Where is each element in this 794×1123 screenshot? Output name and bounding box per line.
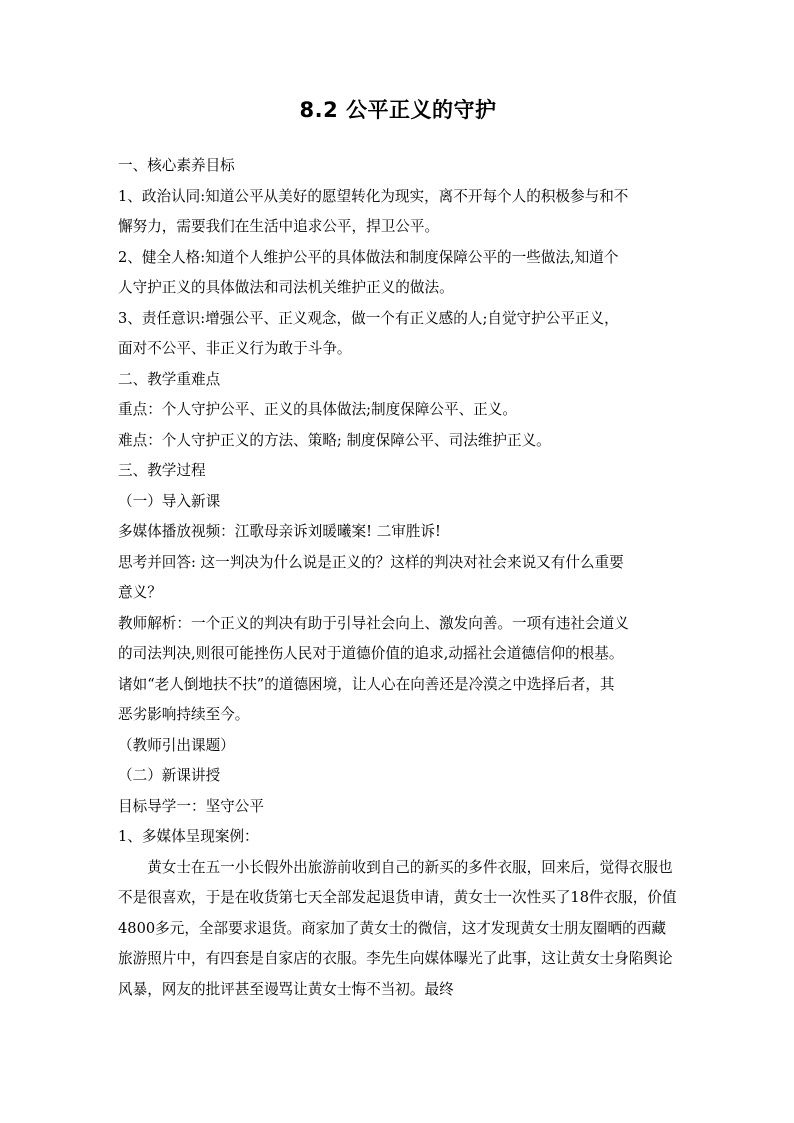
- text-line: 重点：个人守护公平、正义的具体做法;制度保障公平、正义。: [118, 401, 517, 418]
- document-title: 8.2 公平正义的守护: [299, 98, 497, 122]
- subsection-heading: （一）导入新课: [118, 492, 221, 510]
- section-heading: 三、教学过程: [118, 462, 206, 479]
- subsection-heading: （二）新课讲授: [118, 767, 221, 784]
- text-line: 面对不公平、非正义行为敢于斗争。: [118, 340, 352, 357]
- text-line: 人守护正义的具体做法和司法机关维护正义的做法。: [118, 279, 454, 296]
- case-paragraph: 黄女士在五一小长假外出旅游前收到自己的新买的多件衣服，回来后，觉得衣服也不是很喜欢，于是在收货第七天全部发起退货申请，黄女士一次性买了18件衣服，价值4800多元，全部要求退货。商家加了黄女士的微信，这才发现黄女士朋友圈晒的西藏旅游照片中，有四套是自家店的衣服。李先生向媒体曝光了此事，这让黄女士身陷舆论风暴，网友的批评甚至谩骂让黄女士悔不当初。最终: [118, 858, 677, 998]
- text-line: 多媒体播放视频：江歌母亲诉刘暖曦案! 二审胜诉!: [118, 523, 441, 540]
- text-line: 1、政治认同:知道公平从美好的愿望转化为现实，离不开每个人的积极参与和不: [118, 187, 629, 205]
- text-line: 懈努力，需要我们在生活中追求公平，捍卫公平。: [118, 218, 440, 235]
- text-line: 意义？: [118, 584, 162, 601]
- text-line: 2、健全人格:知道个人维护公平的具体做法和制度保障公平的一些做法,知道个: [118, 248, 619, 266]
- text-line: 难点：个人守护正义的方法、策略; 制度保障公平、司法维护正义。: [118, 431, 551, 449]
- text-line: 诸如“老人倒地扶不扶”的道德困境，让人心在向善还是冷漠之中选择后者，其: [118, 675, 615, 693]
- text-line: 恶劣影响持续至今。: [118, 706, 250, 723]
- text-line: 思考并回答: 这一判决为什么说是正义的？这样的判决对社会来说又有什么重要: [118, 553, 624, 571]
- text-line: 教师解析：一个正义的判决有助于引导社会向上、激发向善。一项有违社会道义: [118, 614, 629, 632]
- text-line: 目标导学一：坚守公平: [118, 797, 264, 815]
- text-line: 1、多媒体呈现案例：: [118, 828, 259, 845]
- text-line: 3、责任意识:增强公平、正义观念，做一个有正义感的人;自觉守护公平正义，: [118, 309, 619, 327]
- text-line: 的司法判决,则很可能挫伤人民对于道德价值的追求,动摇社会道德信仰的根基。: [118, 645, 624, 662]
- section-heading: 一、核心素养目标: [118, 157, 235, 174]
- section-heading: 二、教学重难点: [118, 370, 221, 388]
- text-line: （教师引出课题）: [118, 736, 235, 754]
- document-page: [118, 92, 678, 1005]
